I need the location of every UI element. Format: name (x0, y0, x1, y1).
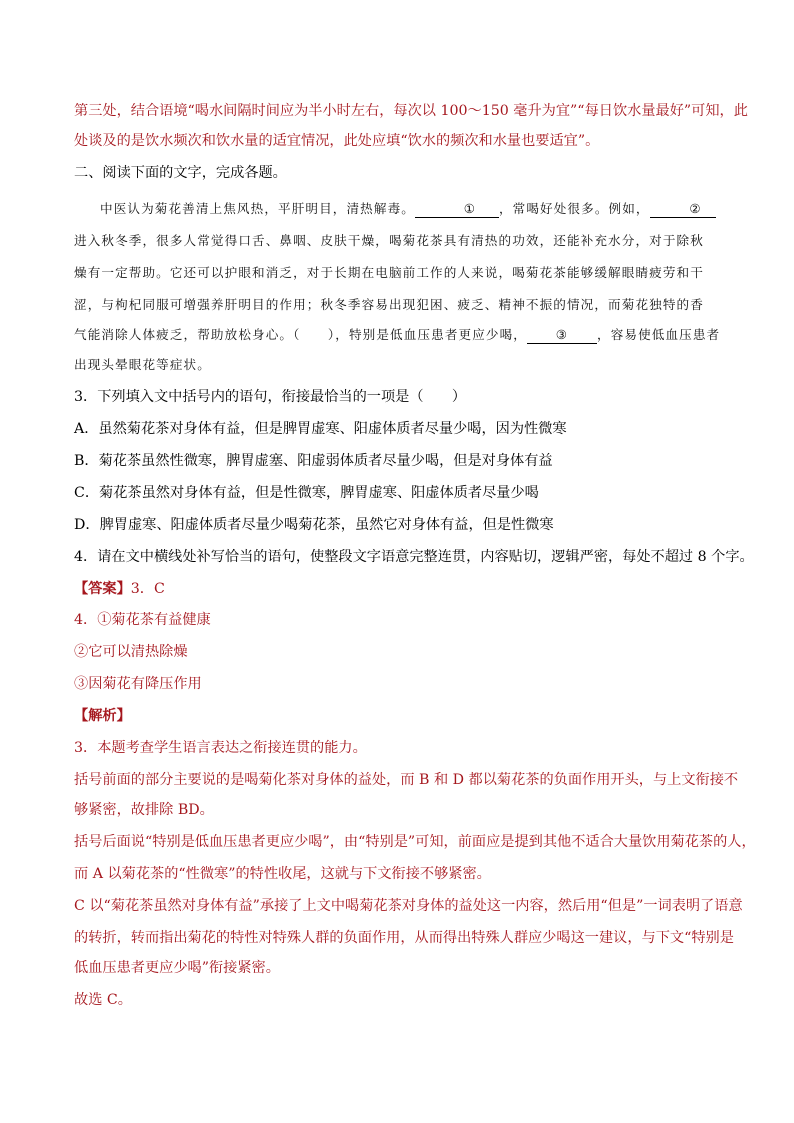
passage-text: ，容易使低血压患者 (597, 327, 721, 342)
passage-text: ，常喝好处很多。例如， (498, 201, 650, 216)
blank-1: ① (415, 201, 499, 218)
answer-q4-2: ②它可以清热除燥 (74, 644, 188, 660)
intro-line-2: 处谈及的是饮水频次和饮水量的适宜情况，此处应填“饮水的频次和水量也要适宜”。 (74, 133, 600, 149)
analysis-line-3: 够紧密，故排除 BD。 (74, 802, 214, 818)
answer-block (74, 579, 165, 599)
question-3-stem: 3．下列填入文中括号内的语句，衔接最恰当的一项是（ ） (74, 389, 467, 405)
analysis-line-5: 而 A 以菊花茶的“性微寒”的特性收尾，这就与下文衔接不够紧密。 (74, 866, 491, 882)
analysis-line-6: C 以“菊花茶虽然对身体有益”承接了上文中喝菊花茶对身体的益处这一内容，然后用“但是”一词表明了语意 (74, 898, 743, 914)
answer-q4-1: 4．①菊花茶有益健康 (74, 612, 211, 628)
analysis-line-4: 括号后面说“特别是低血压患者更应少喝”，由“特别是”可知，前面应是提到其他不适合大量饮用菊花茶的人， (74, 834, 756, 850)
question-4-stem: 4．请在文中横线处补写恰当的语句，使整段文字语意完整连贯，内容贴切，逻辑严密，每处不超过 8 个字。 (74, 549, 754, 565)
passage-line-1 (74, 199, 722, 219)
blank-2: ② (650, 201, 716, 218)
passage-line-6: 出现头晕眼花等症状。 (74, 357, 211, 372)
analysis-line-9: 故选 C。 (74, 992, 132, 1008)
answer-q4-3: ③因菊花有降压作用 (74, 676, 202, 692)
passage-line-2: 进入秋冬季，很多人常觉得口舌、鼻咽、皮肤干燥，喝菊花茶具有清热的功效，还能补充水分，对于除秋 (74, 233, 704, 248)
passage-line-4: 涩，与枸杞同服可增强养肝明目的作用；秋冬季容易出现犯困、疲乏、精神不振的情况，而菊花独特的香 (74, 297, 704, 312)
section-heading: 二、阅读下面的文字，完成各题。 (74, 165, 287, 181)
option-c: C．菊花茶虽然对身体有益，但是性微寒，脾胃虚寒、阳虚体质者尽量少喝 (74, 485, 539, 501)
analysis-line-2: 括号前面的部分主要说的是喝菊化茶对身体的益处，而 B 和 D 都以菊花茶的负面作用开头，与上文衔接不 (74, 772, 739, 788)
option-a: A．虽然菊花茶对身体有益，但是脾胃虚寒、阳虚体质者尽量少喝，因为性微寒 (74, 421, 567, 437)
passage-text: 中医认为菊花善清上焦风热，平肝明目，清热解毒。 (100, 201, 415, 216)
passage-line-3: 燥有一定帮助。它还可以护眼和消乏，对于长期在电脑前工作的人来说，喝菊花茶能够缓解眼睛疲劳和干 (74, 265, 704, 280)
analysis-line-1: 3．本题考查学生语言表达之衔接连贯的能力。 (74, 740, 367, 756)
option-b: B．菊花茶虽然性微寒，脾胃虚塞、阳虚弱体质者尽量少喝，但是对身体有益 (74, 453, 553, 469)
passage-line-5 (74, 325, 722, 345)
analysis-label: 【解析】 (74, 708, 131, 724)
analysis-line-7: 的转折，转而指出菊花的特性对特殊人群的负面作用，从而得出特殊人群应少喝这一建议，与下文“特别是 (74, 930, 734, 946)
option-d: D．脾胃虚寒、阳虚体质者尽量少喝菊花茶，虽然它对身体有益，但是性微寒 (74, 517, 554, 533)
intro-line-1: 第三处，结合语境“喝水间隔时间应为半小时左右，每次以 100～150 毫升为宜”“每日饮水量最好”可知，此 (74, 103, 748, 119)
answer-q3: 3．C (130, 581, 165, 597)
passage-text: 气能消除人体疲乏，帮助放松身心。（ ），特别是低血压患者更应少喝， (74, 327, 527, 342)
answer-label: 【答案】 (74, 581, 131, 597)
analysis-line-8: 低血压患者更应少喝”衔接紧密。 (74, 960, 280, 976)
blank-3: ③ (527, 327, 597, 344)
